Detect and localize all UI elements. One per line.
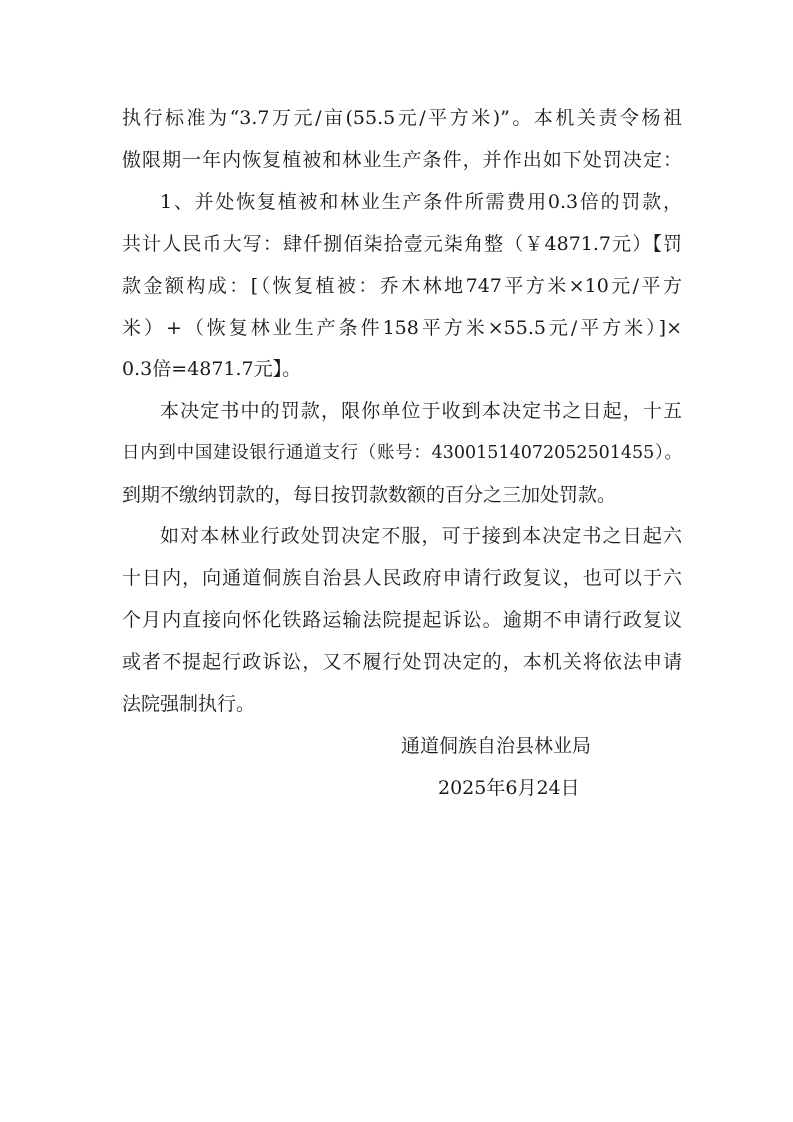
para2-line4: 米）+（恢复林业生产条件158平方米×55.5元/平方米）]× bbox=[122, 317, 682, 339]
para1-line2: 傲限期一年内恢复植被和林业生产条件，并作出如下处罚决定： bbox=[122, 149, 682, 171]
para3-line2: 日内到中国建设银行通道支行（账号：43001514072052501455）。 bbox=[122, 443, 682, 463]
para4-line1: 如对本林业行政处罚决定不服，可于接到本决定书之日起六 bbox=[160, 525, 682, 547]
para3-line1: 本决定书中的罚款，限你单位于收到本决定书之日起，十五 bbox=[160, 400, 682, 422]
para4-line5: 法院强制执行。 bbox=[122, 693, 256, 715]
para2-line5: 0.3倍=4871.7元】。 bbox=[122, 358, 302, 380]
para2-line3: 款金额构成：[（恢复植被：乔木林地747平方米×10元/平方 bbox=[122, 275, 682, 297]
para2-line1: 1、并处恢复植被和林业生产条件所需费用0.3倍的罚款， bbox=[160, 191, 682, 213]
para2-line2: 共计人民币大写：肆仟捌佰柒拾壹元柒角整（￥4871.7元）【罚 bbox=[122, 233, 682, 255]
issue-date: 2025年6月24日 bbox=[438, 777, 580, 799]
para4-line4: 或者不提起行政诉讼，又不履行处罚决定的，本机关将依法申请 bbox=[122, 651, 682, 673]
para4-line2: 十日内，向通道侗族自治县人民政府申请行政复议，也可以于六 bbox=[122, 567, 682, 589]
para4-line3: 个月内直接向怀化铁路运输法院提起诉讼。逾期不申请行政复议 bbox=[122, 609, 682, 631]
issuing-organization: 通道侗族自治县林业局 bbox=[401, 735, 592, 757]
para3-line3: 到期不缴纳罚款的，每日按罚款数额的百分之三加处罚款。 bbox=[122, 484, 617, 506]
para1-line1: 执行标准为“3.7万元/亩(55.5元/平方米)”。本机关责令杨祖 bbox=[122, 107, 682, 129]
